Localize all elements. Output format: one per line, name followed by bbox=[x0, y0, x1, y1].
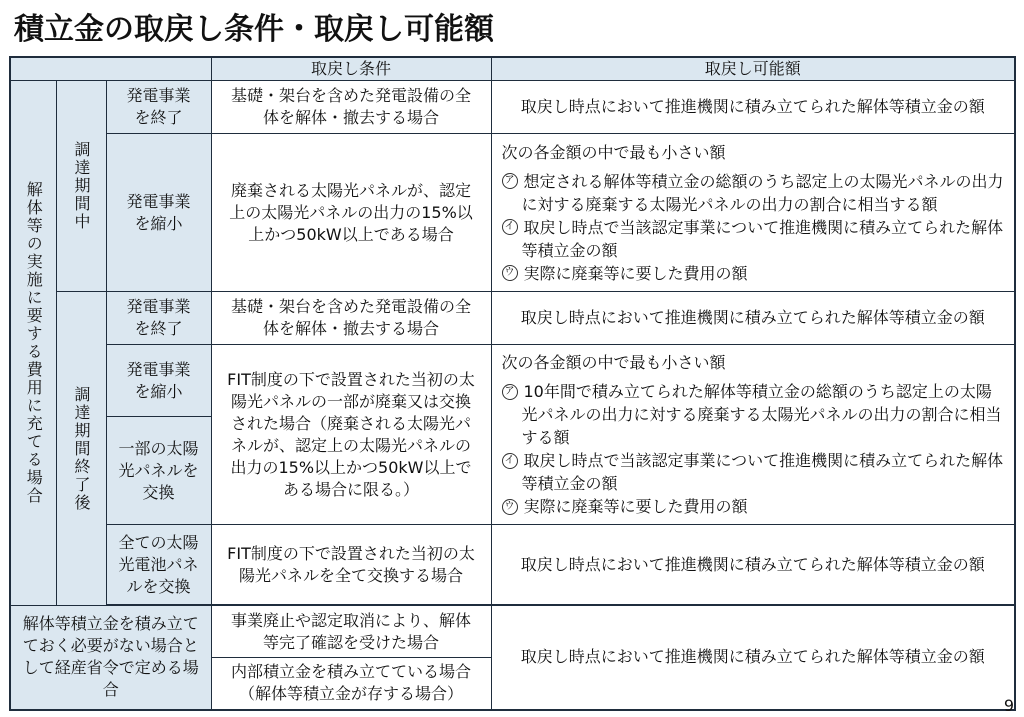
list-item-text: 取戻し時点で当該認定事業について推進機関に積み立てられた解体等積立金の額 bbox=[521, 451, 1004, 493]
marker-u-icon: ウ bbox=[502, 499, 518, 515]
list-item bbox=[502, 216, 1005, 262]
amount-text: 取戻し時点において推進機関に積み立てられた解体等積立金の額 bbox=[520, 97, 985, 116]
condition-cell bbox=[211, 345, 491, 525]
case-label: 一部の太陽光パネルを交換 bbox=[118, 438, 199, 502]
amount-cell bbox=[491, 292, 1015, 345]
amount-list-head: 次の各金額の中で最も小さい額 bbox=[501, 353, 726, 372]
condition-text: 廃棄される太陽光パネルが、認定上の太陽光パネルの出力の15%以上かつ50kW以上である場合 bbox=[229, 180, 473, 244]
condition-cell bbox=[211, 134, 491, 292]
marker-a-icon: ア bbox=[502, 173, 518, 189]
table-row bbox=[10, 606, 1015, 658]
case-label: 全ての太陽光電池パネルを交換 bbox=[118, 532, 199, 596]
case-cell bbox=[106, 525, 211, 605]
table-row bbox=[10, 292, 1015, 345]
list-item bbox=[502, 170, 1005, 216]
case-cell bbox=[106, 345, 211, 417]
condition-text: FIT制度の下で設置された当初の太陽光パネルの一部が廃棄又は交換された場合（廃棄される太陽光パネルが、認定上の太陽光パネルの出力の15%以上かつ50kW以上である場合に限る。） bbox=[227, 369, 475, 499]
condition-text: 基礎・架台を含めた発電設備の全体を解体・撤去する場合 bbox=[230, 86, 471, 127]
header-condition: 取戻し条件 bbox=[211, 57, 491, 81]
amount-cell bbox=[491, 345, 1015, 525]
amount-text: 取戻し時点において推進機関に積み立てられた解体等積立金の額 bbox=[520, 554, 985, 574]
condition-cell bbox=[211, 525, 491, 605]
case-cell bbox=[106, 134, 211, 292]
list-item bbox=[502, 262, 1005, 285]
list-item bbox=[502, 380, 1005, 449]
list-item-text: 実際に廃棄等に要した費用の額 bbox=[523, 497, 748, 516]
amount-cell bbox=[491, 606, 1015, 710]
case-cell bbox=[106, 417, 211, 525]
section-main-cell bbox=[10, 81, 56, 606]
condition-cell bbox=[211, 81, 491, 134]
amount-text: 取戻し時点において推進機関に積み立てられた解体等積立金の額 bbox=[520, 647, 985, 667]
period-after-cell bbox=[56, 292, 106, 606]
table-row bbox=[10, 525, 1015, 605]
table-header-row bbox=[10, 57, 1015, 81]
table-row bbox=[10, 345, 1015, 417]
marker-i-icon: イ bbox=[502, 453, 518, 469]
condition-text: 内部積立金を積み立てている場合（解体等積立金が存する場合） bbox=[230, 662, 471, 704]
amount-cell bbox=[491, 81, 1015, 134]
marker-a-icon: ア bbox=[502, 384, 518, 400]
case-label: 発電事業を終了 bbox=[126, 86, 191, 127]
amount-cell bbox=[491, 134, 1015, 292]
list-item bbox=[502, 495, 1005, 518]
list-item-text: 実際に廃棄等に要した費用の額 bbox=[523, 263, 748, 283]
section-other-cell bbox=[10, 606, 211, 710]
marker-i-icon: イ bbox=[502, 219, 518, 235]
marker-u-icon: ウ bbox=[502, 265, 518, 281]
header-amount: 取戻し可能額 bbox=[491, 57, 1015, 81]
amount-cell bbox=[491, 525, 1015, 605]
list-item bbox=[502, 449, 1005, 495]
table-row bbox=[10, 81, 1015, 134]
case-cell bbox=[106, 292, 211, 345]
condition-text: FIT制度の下で設置された当初の太陽光パネルを全て交換する場合 bbox=[227, 543, 475, 585]
condition-text: 事業廃止や認定取消により、解体等完了確認を受けた場合 bbox=[230, 610, 471, 652]
case-cell bbox=[106, 81, 211, 134]
amount-text: 取戻し時点において推進機関に積み立てられた解体等積立金の額 bbox=[520, 308, 985, 327]
list-item-text: 10年間で積み立てられた解体等積立金の総額のうち認定上の太陽光パネルの出力に対する廃棄する太陽光パネルの出力の割合に相当する額 bbox=[521, 382, 1002, 447]
page-title: 積立金の取戻し条件・取戻し可能額 bbox=[14, 12, 494, 47]
case-label: 発電事業を縮小 bbox=[126, 191, 191, 233]
section-other-label: 解体等積立金を積み立てておく必要がない場合として経産省令で定める場合 bbox=[22, 614, 199, 700]
amount-list bbox=[492, 351, 1015, 518]
list-item-text: 想定される解体等積立金の総額のうち認定上の太陽光パネルの出力に対する廃棄する太陽光パネルの出力の割合に相当する額 bbox=[521, 171, 1004, 214]
period-during-label: 調達期間中 bbox=[72, 141, 91, 231]
conditions-table bbox=[9, 56, 1016, 711]
section-main-label: 解体等の実施に要する費用に充てる場合 bbox=[24, 181, 44, 505]
period-during-cell bbox=[56, 81, 106, 292]
list-item-text: 取戻し時点で当該認定事業について推進機関に積み立てられた解体等積立金の額 bbox=[521, 217, 1004, 260]
condition-text: 基礎・架台を含めた発電設備の全体を解体・撤去する場合 bbox=[230, 297, 471, 338]
period-after-label: 調達期間終了後 bbox=[72, 385, 91, 512]
table-row bbox=[10, 134, 1015, 292]
condition-cell bbox=[211, 606, 491, 658]
condition-cell bbox=[211, 292, 491, 345]
header-blank-cell bbox=[10, 57, 211, 81]
page-number: 9 bbox=[1003, 696, 1014, 715]
condition-cell bbox=[211, 658, 491, 710]
case-label: 発電事業を縮小 bbox=[126, 359, 191, 401]
amount-list-head: 次の各金額の中で最も小さい額 bbox=[501, 142, 726, 162]
amount-list bbox=[492, 141, 1015, 285]
case-label: 発電事業を終了 bbox=[126, 297, 191, 338]
